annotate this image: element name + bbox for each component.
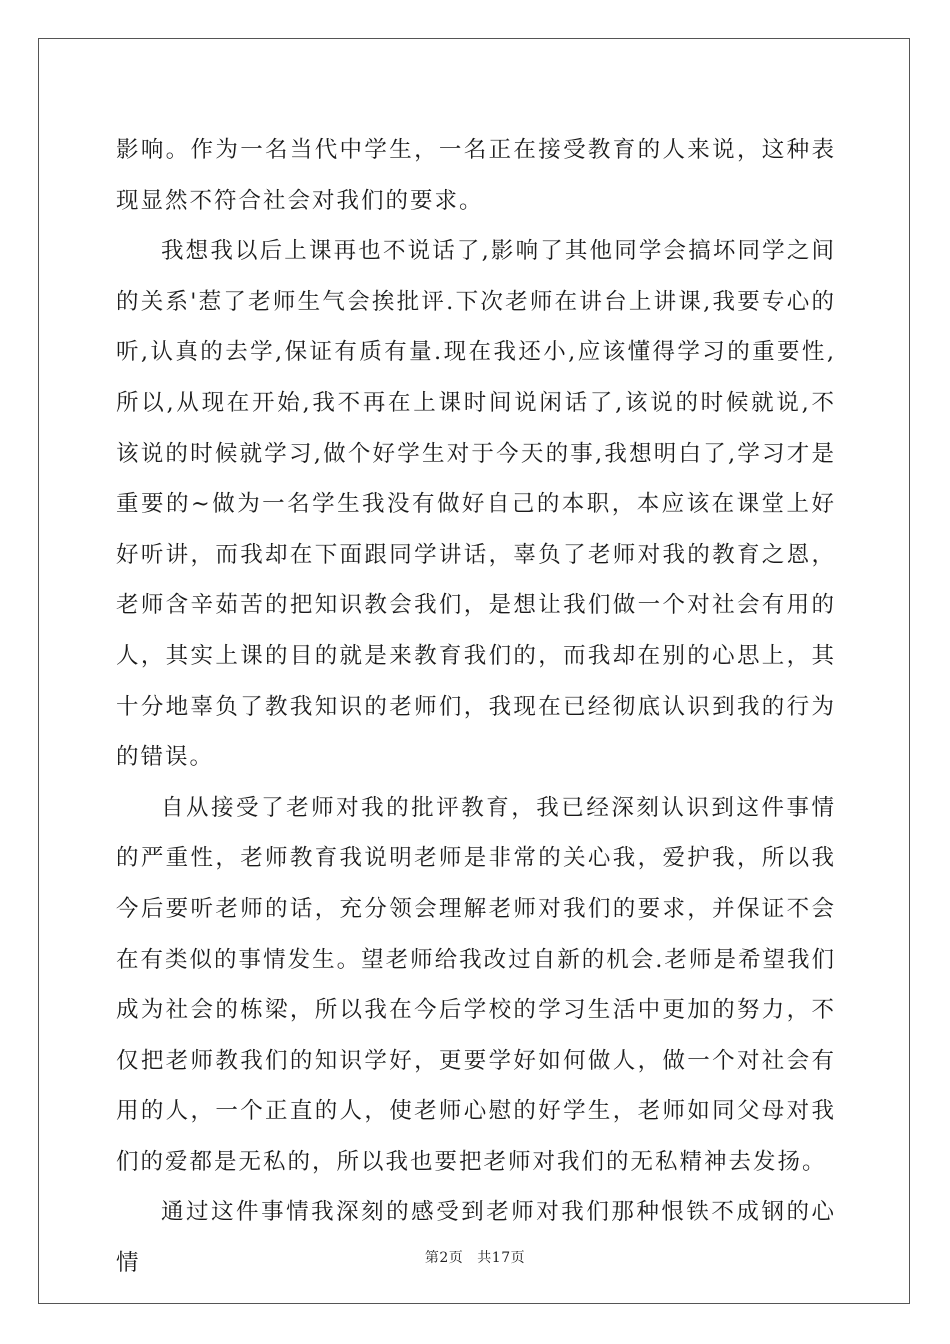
paragraph-1: 影响。作为一名当代中学生，一名正在接受教育的人来说，这种表现显然不符合社会对我们的要求。	[116, 137, 836, 214]
page-number: 第2页	[424, 1250, 464, 1266]
page-footer	[0, 1247, 950, 1267]
paragraph-4: 通过这件事情我深刻的感受到老师对我们那种恨铁不成钢的心情	[116, 1199, 836, 1277]
document-body	[116, 125, 836, 1289]
page-total: 共17页	[477, 1250, 526, 1266]
paragraph-2: 我想我以后上课再也不说话了,影响了其他同学会搞坏同学之间的关系'惹了老师生气会挨批评.下次老师在讲台上讲课,我要专心的听,认真的去学,保证有质有量.现在我还小,应该懂得学习的重要性,所以,从现在开始,我不再在上课时间说闲话了,该说的时候就说,不该说的时候就学习,做个好学生对于今天的事,我想明白了,学习才是重要的~做为一名学生我没有做好自己的本职，本应该在课堂上好好听讲，而我却在下面跟同学讲话，辜负了老师对我的教育之恩，老师含辛茹苦的把知识教会我们，是想让我们做一个对社会有用的人，其实上课的目的就是来教育我们的，而我却在别的心思上，其十分地辜负了教我知识的老师们，我现在已经彻底认识到我的行为的错误。	[116, 238, 836, 771]
paragraph-3: 自从接受了老师对我的批评教育，我已经深刻认识到这件事情的严重性，老师教育我说明老师是非常的关心我，爱护我，所以我今后要听老师的话，充分领会理解老师对我们的要求，并保证不会在有类似的事情发生。望老师给我改过自新的机会.老师是希望我们成为社会的栋梁，所以我在今后学校的学习生活中更加的努力，不仅把老师教我们的知识学好，更要学好如何做人，做一个对社会有用的人，一个正直的人，使老师心慰的好学生，老师如同父母对我们的爱都是无私的，所以我也要把老师对我们的无私精神去发扬。	[116, 794, 836, 1175]
